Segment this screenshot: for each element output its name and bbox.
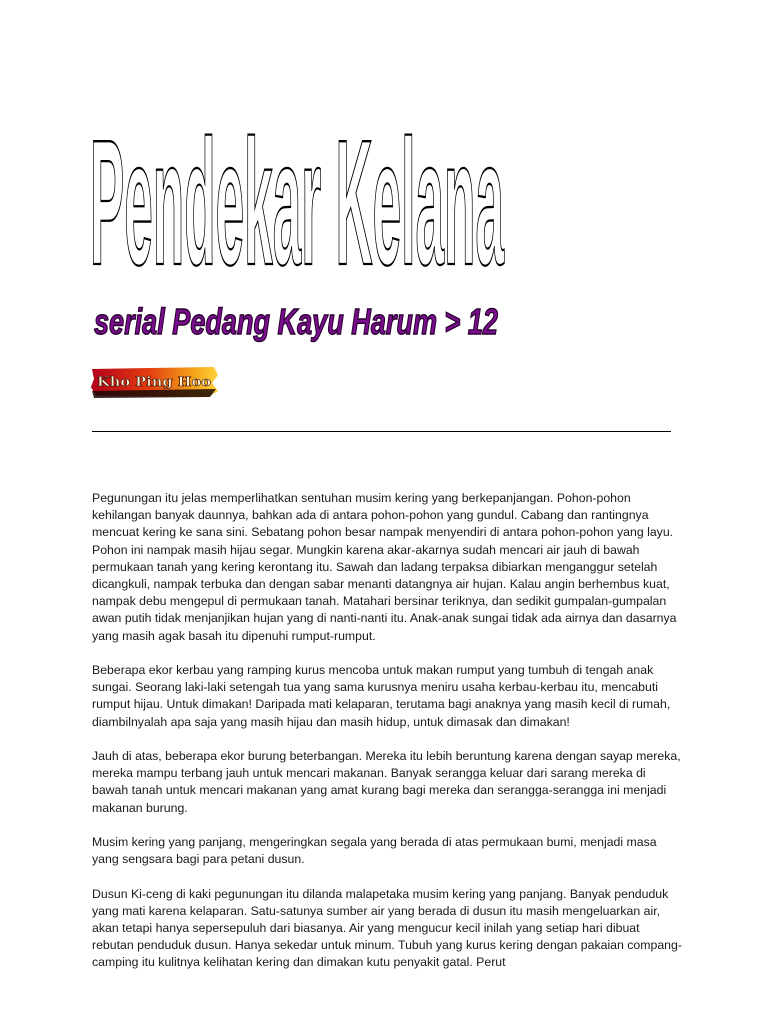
author-logo <box>90 365 220 399</box>
body-text <box>92 490 684 989</box>
subtitle-wordart <box>92 300 512 346</box>
document-title: Pendekar Kelana <box>90 102 505 303</box>
paragraph-4: Musim kering yang panjang, mengeringkan segala yang berada di atas permukaan bumi, menjadi masa yang sengsara bagi para petani dusun. <box>92 835 657 867</box>
paragraph-3: Jauh di atas, beberapa ekor burung beterbangan. Mereka itu lebih beruntung karena dengan sayap mereka, mereka mampu terbang jauh untuk mencari makanan. Banyak serangga keluar dari sarang mereka di bawah tanah untuk mencari makanan yang amat kurang bagi mereka dan serangga-serangga ini menjadi makanan burung. <box>92 749 681 815</box>
title-wordart <box>88 86 508 303</box>
horizontal-rule <box>92 431 671 432</box>
paragraph-2: Beberapa ekor kerbau yang ramping kurus mencoba untuk makan rumput yang tumbuh di tengah anak sungai. Seorang laki-laki setengah tua yang sama kurusnya meniru usaha kerbau-kerbau itu, mencabuti rumput hijau. Untuk dimakan! Daripada mati kelaparan, terutama bagi anaknya yang masih kecil di rumah, diambilnyalah apa saja yang masih hijau dan masih hidup, untuk dimasak dan dimakan! <box>92 663 671 729</box>
paragraph-5: Dusun Ki-ceng di kaki pegunungan itu dilanda malapetaka musim kering yang panjang. Banyak penduduk yang mati karena kelaparan. Satu-satunya sumber air yang berada di dusun itu masih mengeluarkan air, akan tetapi hanya sepersepuluh dari biasanya. Air yang mengucur kecil inilah yang setiap hari dibuat rebutan penduduk dusun. Hanya sekedar untuk minum. Tubuh yang kurus kering dengan pakaian compang-camping itu kulitnya kelihatan kering dan dimakan kutu penyakit gatal. Perut <box>92 886 682 970</box>
author-logo-text: Kho Ping Hoo <box>97 375 212 390</box>
paragraph-1: Pegunungan itu jelas memperlihatkan sentuhan musim kering yang berkepanjangan. Pohon-pohon kehilangan banyak daunnya, bahkan ada di antara pohon-pohon yang gundul. Cabang dan rantingnya mencuat kering ke sana sini. Sebatang pohon besar nampak menyendiri di antara pohon-pohon yang layu. Pohon ini nampak masih hijau segar. Mungkin karena akar-akarnya sudah mencari air jauh di bawah permukaan tanah yang kering kerontang itu. Sawah dan ladang terpaksa dibiarkan menganggur setelah dicangkuli, nampak terbuka dan dengan sabar menanti datangnya air hujan. Kalau angin berhembus kuat, nampak debu mengepul di permukaan tanah. Matahari bersinar teriknya, dan sedikit gumpalan-gumpalan awan putih tidak menjanjikan hujan yang di nanti-nanti itu. Anak-anak sungai tidak ada airnya dan dasarnya yang masih agak basah itu dipenuhi rumput-rumput. <box>92 491 677 643</box>
document-subtitle: serial Pedang Kayu Harum > 12 <box>94 300 499 343</box>
